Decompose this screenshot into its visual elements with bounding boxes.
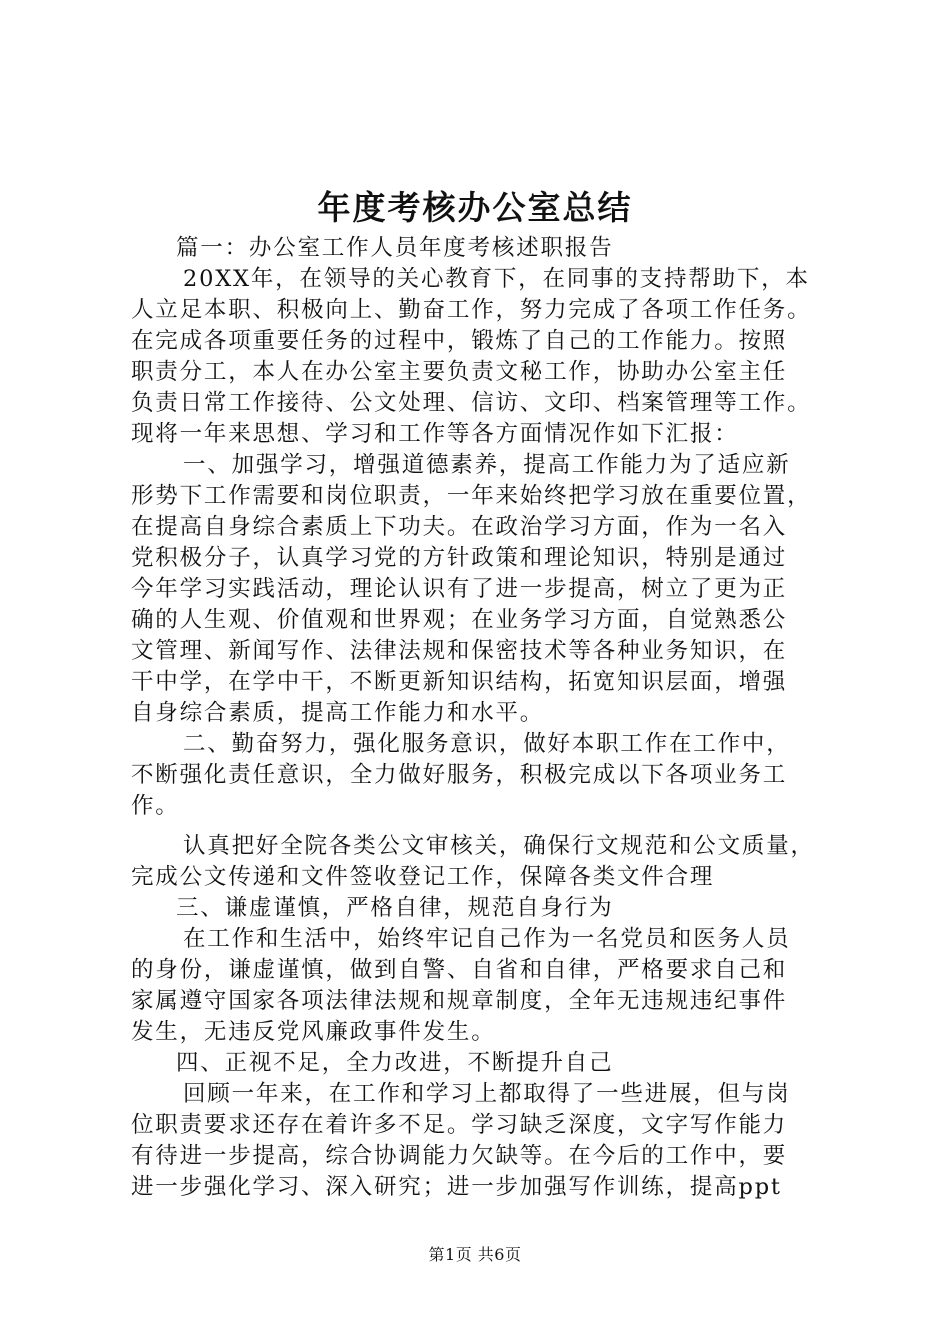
paragraph-line: 家属遵守国家各项法律法规和规章制度，全年无违规违纪事件 [131,988,788,1014]
paragraph-line: 一、加强学习，增强道德素养，提高工作能力为了适应新 [183,452,791,478]
paragraph-line: 文管理、新闻写作、法律法规和保密技术等各种业务知识，在 [131,638,788,664]
paragraph-line: 形势下工作需要和岗位职责，一年来始终把学习放在重要位置， [131,483,812,509]
paragraph-line: 党积极分子，认真学习党的方针政策和理论知识，特别是通过 [131,545,788,571]
section-heading: 三、谦虚谨慎，严格自律，规范自身行为 [176,895,614,921]
paragraph-line: 在工作和生活中，始终牢记自己作为一名党员和医务人员 [183,926,791,952]
paragraph-line: 干中学，在学中干，不断更新知识结构，拓宽知识层面，增强 [131,669,788,695]
document-body [131,233,835,1203]
paragraph-line: 职责分工，本人在办公室主要负责文秘工作，协助办公室主任 [131,359,788,385]
paragraph-line: 自身综合素质，提高工作能力和水平。 [131,700,545,726]
paragraph-line: 完成公文传递和文件签收登记工作，保障各类文件合理 [131,864,715,890]
paragraph-line: 位职责要求还存在着许多不足。学习缺乏深度，文字写作能力 [131,1112,788,1138]
paragraph-line: 不断强化责任意识，全力做好服务，积极完成以下各项业务工 [131,762,788,788]
paragraph-line: 有待进一步提高，综合协调能力欠缺等。在今后的工作中，要 [131,1143,788,1169]
paragraph-line: 20XX年，在领导的关心教育下，在同事的支持帮助下，本 [183,266,810,292]
section-heading: 篇一：办公室工作人员年度考核述职报告 [176,235,614,261]
paragraph-line: 发生，无违反党风廉政事件发生。 [131,1019,496,1045]
paragraph-line: 现将一年来思想、学习和工作等各方面情况作如下汇报： [131,421,739,447]
paragraph-line: 人立足本职、积极向上、勤奋工作，努力完成了各项工作任务。 [131,297,812,323]
paragraph-line: 确的人生观、价值观和世界观；在业务学习方面，自觉熟悉公 [131,607,788,633]
document-title: 年度考核办公室总结 [317,188,633,227]
paragraph-line: 的身份，谦虚谨慎，做到自警、自省和自律，严格要求自己和 [131,957,788,983]
paragraph-line: 回顾一年来，在工作和学习上都取得了一些进展，但与岗 [183,1081,791,1107]
page-number: 第1页 共6页 [428,1245,522,1264]
section-heading: 四、正视不足，全力改进，不断提升自己 [176,1050,614,1076]
paragraph-line: 今年学习实践活动，理论认识有了进一步提高，树立了更为正 [131,576,788,602]
paragraph-line: 作。 [131,793,180,819]
paragraph-line: 负责日常工作接待、公文处理、信访、文印、档案管理等工作。 [131,390,812,416]
paragraph-line: 二、勤奋努力，强化服务意识，做好本职工作在工作中， [183,731,791,757]
paragraph-line: 在提高自身综合素质上下功夫。在政治学习方面，作为一名入 [131,514,788,540]
paragraph-line: 进一步强化学习、深入研究；进一步加强写作训练，提高ppt [131,1174,782,1200]
paragraph-line: 认真把好全院各类公文审核关，确保行文规范和公文质量， [183,833,815,859]
paragraph-line: 在完成各项重要任务的过程中，锻炼了自己的工作能力。按照 [131,328,788,354]
